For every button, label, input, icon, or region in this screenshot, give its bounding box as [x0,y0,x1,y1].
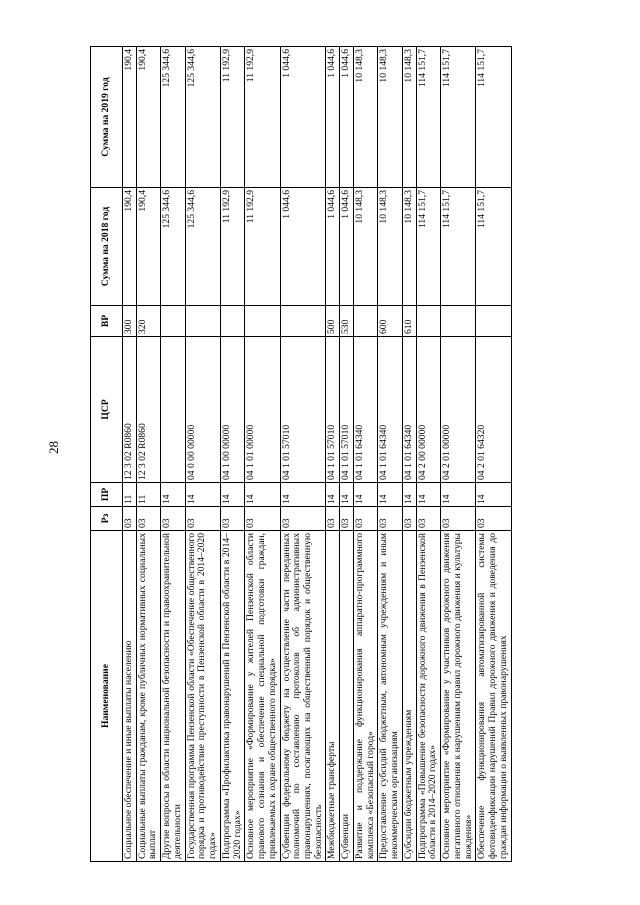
row-sum-2019: 125 344,6 [161,47,185,188]
rotated-page-content [90,47,602,862]
row-pr: 14 [340,483,354,507]
table-row [402,47,416,862]
row-rz: 03 [378,507,402,531]
table-row [136,47,160,862]
row-pr: 14 [416,483,440,507]
row-vr [161,306,185,337]
row-vr [280,306,326,337]
row-name: Другие вопросы в области национальной безопасности и правоохранительной деятельности [161,531,185,862]
row-sum-2018: 1 044,6 [340,188,354,306]
row-csr: 04 2 01 64320 [476,337,511,483]
row-name: Субвенции [340,531,354,862]
row-pr: 14 [220,483,244,507]
row-sum-2018: 1 044,6 [326,188,340,306]
header-csr: ЦСР [91,337,123,483]
row-vr [476,306,511,337]
row-sum-2018: 114 151,7 [476,188,511,306]
table-row [353,47,377,862]
row-csr [161,337,185,483]
row-csr: 04 1 01 64340 [353,337,377,483]
row-name: Предоставление субсидий бюджетным, автономным учреждениям и иным некоммерческим организациям [378,531,402,862]
row-vr: 600 [378,306,402,337]
row-pr: 14 [280,483,326,507]
row-rz: 03 [402,507,416,531]
row-rz: 03 [416,507,440,531]
row-rz: 03 [326,507,340,531]
row-csr: 12 3 02 R0860 [136,337,160,483]
row-sum-2019: 10 148,3 [378,47,402,188]
row-pr: 14 [161,483,185,507]
row-pr: 14 [476,483,511,507]
table-row [161,47,185,862]
row-sum-2018: 190,4 [123,188,137,306]
row-pr: 11 [136,483,160,507]
row-vr: 300 [123,306,137,337]
row-pr: 14 [245,483,280,507]
table-row [220,47,244,862]
row-sum-2018: 10 148,3 [378,188,402,306]
header-name: Наименование [91,531,123,862]
row-csr: 04 1 01 57010 [340,337,354,483]
row-sum-2019: 1 044,6 [280,47,326,188]
row-vr [416,306,440,337]
row-name: Развитие и поддержание функционирования аппаратно-программного комплекса «Безопасный город» [353,531,377,862]
row-sum-2018: 114 151,7 [416,188,440,306]
row-sum-2018: 190,4 [136,188,160,306]
row-vr: 530 [340,306,354,337]
row-csr: 04 2 01 00000 [441,337,476,483]
table-row [416,47,440,862]
row-rz: 03 [280,507,326,531]
row-rz: 03 [161,507,185,531]
row-name: Государственная программа Пензенской области «Обеспечение общественного порядка и противодействие преступности в Пензенской области в 2014–2020 годах» [185,531,220,862]
row-csr: 04 0 00 00000 [185,337,220,483]
budget-table [90,46,512,862]
table-row [123,47,137,862]
row-name: Субвенции федеральному бюджету на осуществление части переданных полномочий по составлению протоколов об административных правонарушениях, посягающих на общественный порядок и общественную безопасность [280,531,326,862]
row-csr: 04 1 01 64340 [378,337,402,483]
row-pr: 14 [441,483,476,507]
row-csr: 04 1 01 00000 [245,337,280,483]
row-vr: 610 [402,306,416,337]
row-csr: 04 1 01 57010 [326,337,340,483]
row-rz: 03 [245,507,280,531]
row-sum-2019: 114 151,7 [441,47,476,188]
row-rz: 03 [123,507,137,531]
row-rz: 03 [441,507,476,531]
row-pr: 14 [185,483,220,507]
row-rz: 03 [220,507,244,531]
row-pr: 14 [326,483,340,507]
row-sum-2019: 125 344,6 [185,47,220,188]
table-row [280,47,326,862]
row-sum-2019: 10 148,3 [402,47,416,188]
row-sum-2019: 1 044,6 [326,47,340,188]
row-vr [245,306,280,337]
row-sum-2018: 10 148,3 [353,188,377,306]
row-name: Основное мероприятие «Формирование у участников дорожного движения негативного отношения к нарушениям правил дорожного движения и культуры вождения» [441,531,476,862]
row-pr: 11 [123,483,137,507]
page-number: 28 [46,441,61,454]
table-row [185,47,220,862]
row-sum-2019: 11 192,9 [245,47,280,188]
row-name: Обеспечение функционирования автоматизированной системы фотовидеофиксации нарушений Правил дорожного движения и доведения до граждан информации о выявленных правонарушениях [476,531,511,862]
table-row [245,47,280,862]
row-csr: 04 1 00 00000 [220,337,244,483]
row-vr: 320 [136,306,160,337]
row-sum-2018: 10 148,3 [402,188,416,306]
row-rz: 03 [476,507,511,531]
row-name: Основное мероприятие «Формирование у жителей Пензенской области правового сознания и обеспечение специальной подготовки граждан, привлекаемых к охране общественного порядка» [245,531,280,862]
header-sum-2018: Сумма на 2018 год [91,188,123,306]
row-sum-2018: 11 192,9 [220,188,244,306]
row-rz: 03 [185,507,220,531]
header-vr: ВР [91,306,123,337]
row-name: Социальное обеспечение и иные выплаты населению [123,531,137,862]
row-name: Субсидии бюджетным учреждениям [402,531,416,862]
row-vr [220,306,244,337]
row-sum-2019: 190,4 [123,47,137,188]
header-pr: ПР [91,483,123,507]
row-name: Подпрограмма «Профилактика правонарушений в Пензенской области в 2014–2020 годах» [220,531,244,862]
row-sum-2018: 11 192,9 [245,188,280,306]
row-vr [185,306,220,337]
row-sum-2019: 10 148,3 [353,47,377,188]
row-sum-2018: 125 344,6 [161,188,185,306]
row-name: Межбюджетные трансферты [326,531,340,862]
row-sum-2019: 114 151,7 [416,47,440,188]
row-csr: 12 3 02 R0860 [123,337,137,483]
row-sum-2019: 1 044,6 [340,47,354,188]
row-rz: 03 [353,507,377,531]
table-row [378,47,402,862]
row-csr: 04 2 00 00000 [416,337,440,483]
row-pr: 14 [353,483,377,507]
row-sum-2019: 11 192,9 [220,47,244,188]
row-sum-2018: 125 344,6 [185,188,220,306]
table-row [326,47,340,862]
header-sum-2019: Сумма на 2019 год [91,47,123,188]
row-sum-2018: 114 151,7 [441,188,476,306]
row-vr: 500 [326,306,340,337]
row-pr: 14 [402,483,416,507]
row-name: Подпрограмма «Повышение безопасности дорожного движения в Пензенской области в 2014–2020 годах» [416,531,440,862]
row-vr [353,306,377,337]
header-rz: Рз [91,507,123,531]
row-sum-2019: 190,4 [136,47,160,188]
table-header-row [91,47,123,862]
row-csr: 04 1 01 64340 [402,337,416,483]
row-rz: 03 [136,507,160,531]
row-rz: 03 [340,507,354,531]
table-row [476,47,511,862]
row-sum-2019: 114 151,7 [476,47,511,188]
row-csr: 04 1 01 57010 [280,337,326,483]
table-row [340,47,354,862]
table-row [441,47,476,862]
row-sum-2018: 1 044,6 [280,188,326,306]
row-pr: 14 [378,483,402,507]
row-name: Социальные выплаты гражданам, кроме публичных нормативных социальных выплат [136,531,160,862]
row-vr [441,306,476,337]
